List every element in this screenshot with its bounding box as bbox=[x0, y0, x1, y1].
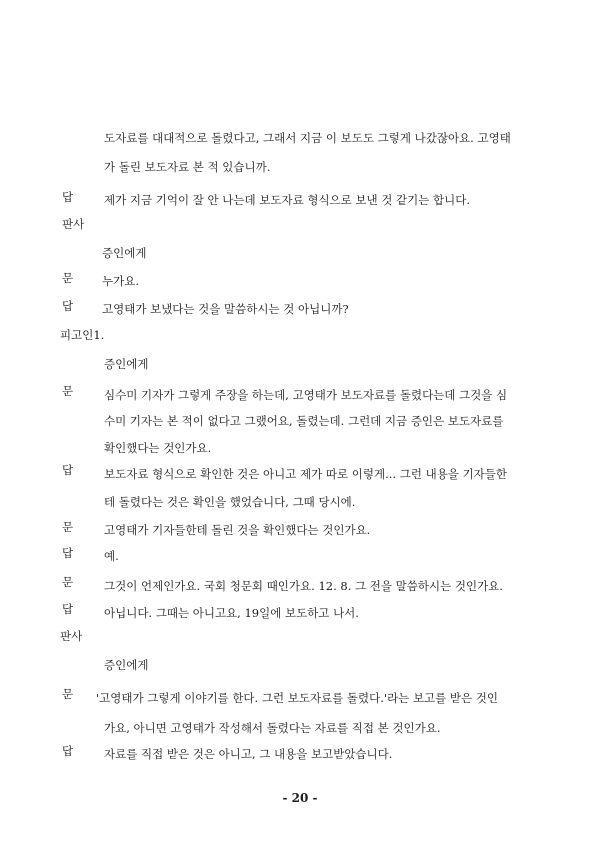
question-tag: 문 bbox=[62, 271, 74, 285]
question-tag: 문 bbox=[62, 384, 74, 398]
answer-text: 아닙니다. 그때는 아니고요, 19일에 보도하고 나서. bbox=[104, 606, 359, 620]
question-text-line-2: 가요, 아니면 고영태가 작성해서 돌렸다는 자료를 직접 본 것인가요. bbox=[104, 721, 441, 735]
answer-tag: 답 bbox=[62, 190, 74, 204]
question-tag: 문 bbox=[62, 575, 74, 589]
question-tag: 문 bbox=[62, 687, 74, 701]
addressee-label: 증인에게 bbox=[104, 658, 149, 672]
speaker-label: 판사 bbox=[60, 629, 83, 643]
answer-tag: 답 bbox=[62, 602, 74, 616]
addressee-label: 증인에게 bbox=[102, 246, 147, 260]
answer-text-line-1: 보도자료 형식으로 확인한 것은 아니고 제가 따로 이렇게... 그런 내용을 기자들한 bbox=[104, 467, 508, 481]
question-continuation-line-2: 가 돌린 보도자료 본 적 있습니까. bbox=[104, 160, 271, 174]
speaker-label: 판사 bbox=[62, 217, 85, 231]
question-continuation-line-1: 도자료를 대대적으로 돌렸다고, 그래서 지금 이 보도도 그렇게 나갔잖아요. 고영태 bbox=[104, 131, 511, 145]
question-text: 누가요. bbox=[102, 274, 139, 288]
answer-text: 제가 지금 기억이 잘 안 나는데 보도자료 형식으로 보낸 것 같기는 합니다. bbox=[104, 193, 471, 207]
question-tag: 문 bbox=[62, 520, 74, 534]
answer-tag: 답 bbox=[62, 744, 74, 758]
question-text-line-1: 심수미 기자가 그렇게 주장을 하는데, 고영태가 보도자료를 돌렸다는데 그것을 심 bbox=[104, 388, 508, 402]
question-text-line-1: '고영태가 그렇게 이야기를 한다. 그런 보도자료를 돌렸다.'라는 보고를 받은 것인 bbox=[96, 691, 499, 705]
answer-tag: 답 bbox=[62, 299, 74, 313]
answer-text-line-2: 테 돌렸다는 것은 확인을 했었습니다, 그때 당시에. bbox=[104, 495, 356, 509]
question-text: 고영태가 기자들한테 돌린 것을 확인했다는 것인가요. bbox=[104, 523, 371, 537]
answer-text: 고영태가 보냈다는 것을 말씀하시는 것 아닙니까? bbox=[102, 302, 349, 316]
question-text-line-2: 수미 기자는 본 적이 없다고 그랬어요, 돌렸는데. 그런데 지금 증인은 보도자료를 bbox=[104, 414, 504, 428]
page-number: - 20 - bbox=[282, 791, 318, 805]
speaker-label: 피고인1. bbox=[60, 328, 105, 342]
addressee-label: 증인에게 bbox=[104, 357, 149, 371]
question-text: 그것이 언제인가요. 국회 청문회 때인가요. 12. 8. 그 전을 말씀하시는 것인가요. bbox=[104, 579, 503, 593]
answer-tag: 답 bbox=[62, 463, 74, 477]
answer-tag: 답 bbox=[62, 546, 74, 560]
answer-text: 자료를 직접 받은 것은 아니고, 그 내용을 보고받았습니다. bbox=[104, 747, 393, 761]
answer-text: 예. bbox=[104, 549, 119, 563]
question-text-line-3: 확인했다는 것인가요. bbox=[104, 441, 212, 455]
